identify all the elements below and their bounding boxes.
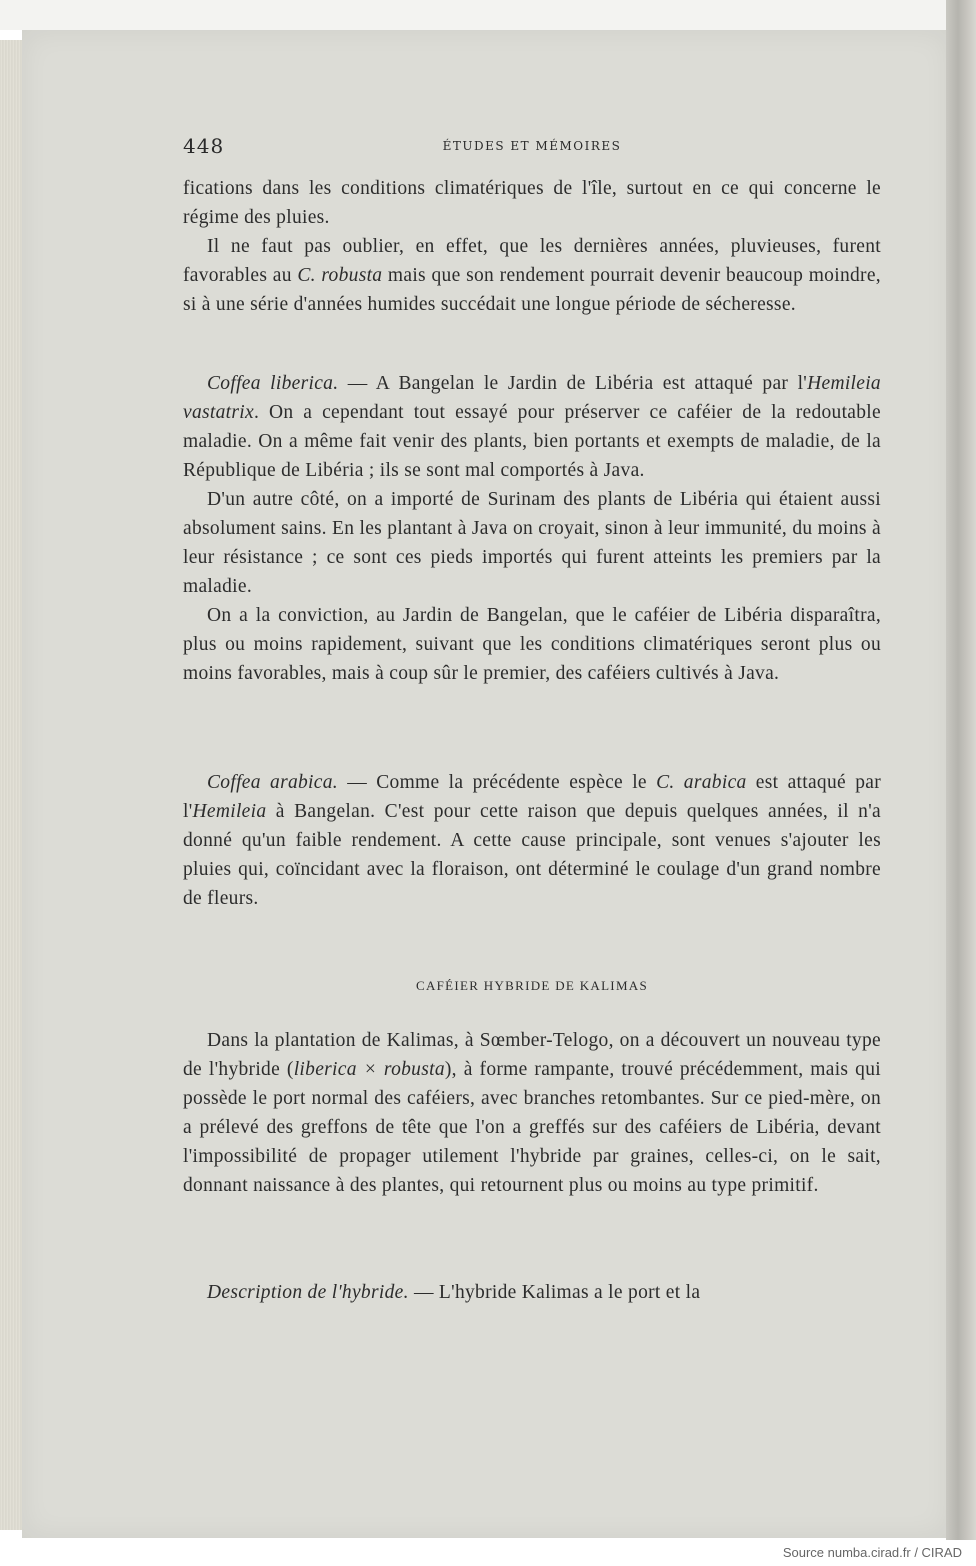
p2-italic: C. robusta — [297, 265, 383, 286]
text-block-liberica — [183, 369, 881, 688]
book-edge-right — [946, 0, 976, 1540]
p3-text-b: . On a cependant tout essayé pour préserver ce caféier de la redoutable maladie. On a même fait venir des plants, bien portants et exempts de maladie, de la République de Libéria ; ils se sont mal comportés à Java. — [183, 402, 881, 481]
p3-italic-heading: Coffea liberica. — [207, 373, 339, 394]
p6-italic-hemileia: Hemileia — [192, 801, 267, 822]
p6-italic-species: C. arabica — [656, 772, 747, 793]
paragraph-3 — [183, 369, 881, 485]
text-block-description — [183, 1278, 881, 1307]
p8-text-a: — L'hybride Kalimas a le port et la — [408, 1282, 701, 1303]
p3-text-a: — A Bangelan le Jardin de Libéria est attaqué par l' — [338, 373, 808, 394]
p8-italic-heading: Description de l'hybride. — [207, 1282, 409, 1303]
paragraph-6 — [183, 768, 881, 913]
text-block-top — [183, 174, 881, 319]
paragraph-2 — [183, 232, 881, 319]
p6-text-c: à Bangelan. C'est pour cette raison que depuis quelques années, il n'a donné qu'un faible rendement. A cette cause principale, sont venues s'ajouter les pluies qui, coïncidant avec la floraison, ont déterminé le coulage d'un grand nombre de fleurs. — [183, 801, 881, 909]
text-block-kalimas — [183, 1026, 881, 1200]
section-heading: CAFÉIER HYBRIDE DE KALIMAS — [415, 978, 649, 993]
p6-text-a: — Comme la précédente espèce le — [337, 772, 657, 793]
paragraph-1: fications dans les conditions climatériques de l'île, surtout en ce qui concerne le régime des pluies. — [183, 178, 881, 228]
p7-italic-hybrid: liberica × robusta — [293, 1059, 445, 1080]
running-title: ÉTUDES ET MÉMOIRES — [442, 139, 622, 153]
source-credit: Source numba.cirad.fr / CIRAD — [782, 1545, 962, 1560]
paragraph-5: On a la conviction, au Jardin de Bangelan, que le caféier de Libéria disparaîtra, plus ou moins rapidement, suivant que les conditions climatériques seront plus ou moins favorables, mais à coup sûr le premier, des caféiers cultivés à Java. — [183, 605, 881, 684]
book-edge-left — [0, 40, 24, 1530]
page-number: 448 — [183, 134, 225, 158]
p6-text-b: est attaqué par l' — [183, 772, 882, 822]
p2-text-a: Il ne faut pas oublier, en effet, que les dernières années, pluvieuses, furent favorables au — [183, 236, 881, 286]
p6-italic-heading: Coffea arabica. — [207, 772, 338, 793]
running-head — [183, 136, 881, 160]
paragraph-4: D'un autre côté, on a importé de Surinam des plants de Libéria qui étaient aussi absolument sains. En les plantant à Java on croyait, sinon à leur immunité, du moins à leur résistance ; ce sont ces pieds importés qui furent atteints les premiers par la maladie. — [183, 489, 881, 597]
scan-top-margin — [0, 0, 976, 30]
p2-text-b: mais que son rendement pourrait devenir beaucoup moindre, si à une série d'années humides succédait une longue période de sécheresse. — [183, 265, 881, 315]
paragraph-8 — [183, 1278, 881, 1307]
p3-italic-species: Hemileia vastatrix — [183, 373, 881, 423]
p7-text-a: Dans la plantation de Kalimas, à Sœmber-Telogo, on a découvert un nouveau type de l'hybride ( — [183, 1030, 881, 1080]
text-block-arabica — [183, 768, 881, 913]
p7-text-b: ), à forme rampante, trouvé précédemment, mais qui possède le port normal des caféiers, avec branches retombantes. Sur ce pied-mère, on a prélevé des greffons de tête que l'on a greffés sur des caféiers de Libéria, devant l'impossibilité de propager utilement l'hybride par graines, celles-ci, on le sait, donnant naissance à des plantes, qui retournent plus ou moins au type primitif. — [183, 1059, 881, 1196]
paragraph-7 — [183, 1026, 881, 1200]
